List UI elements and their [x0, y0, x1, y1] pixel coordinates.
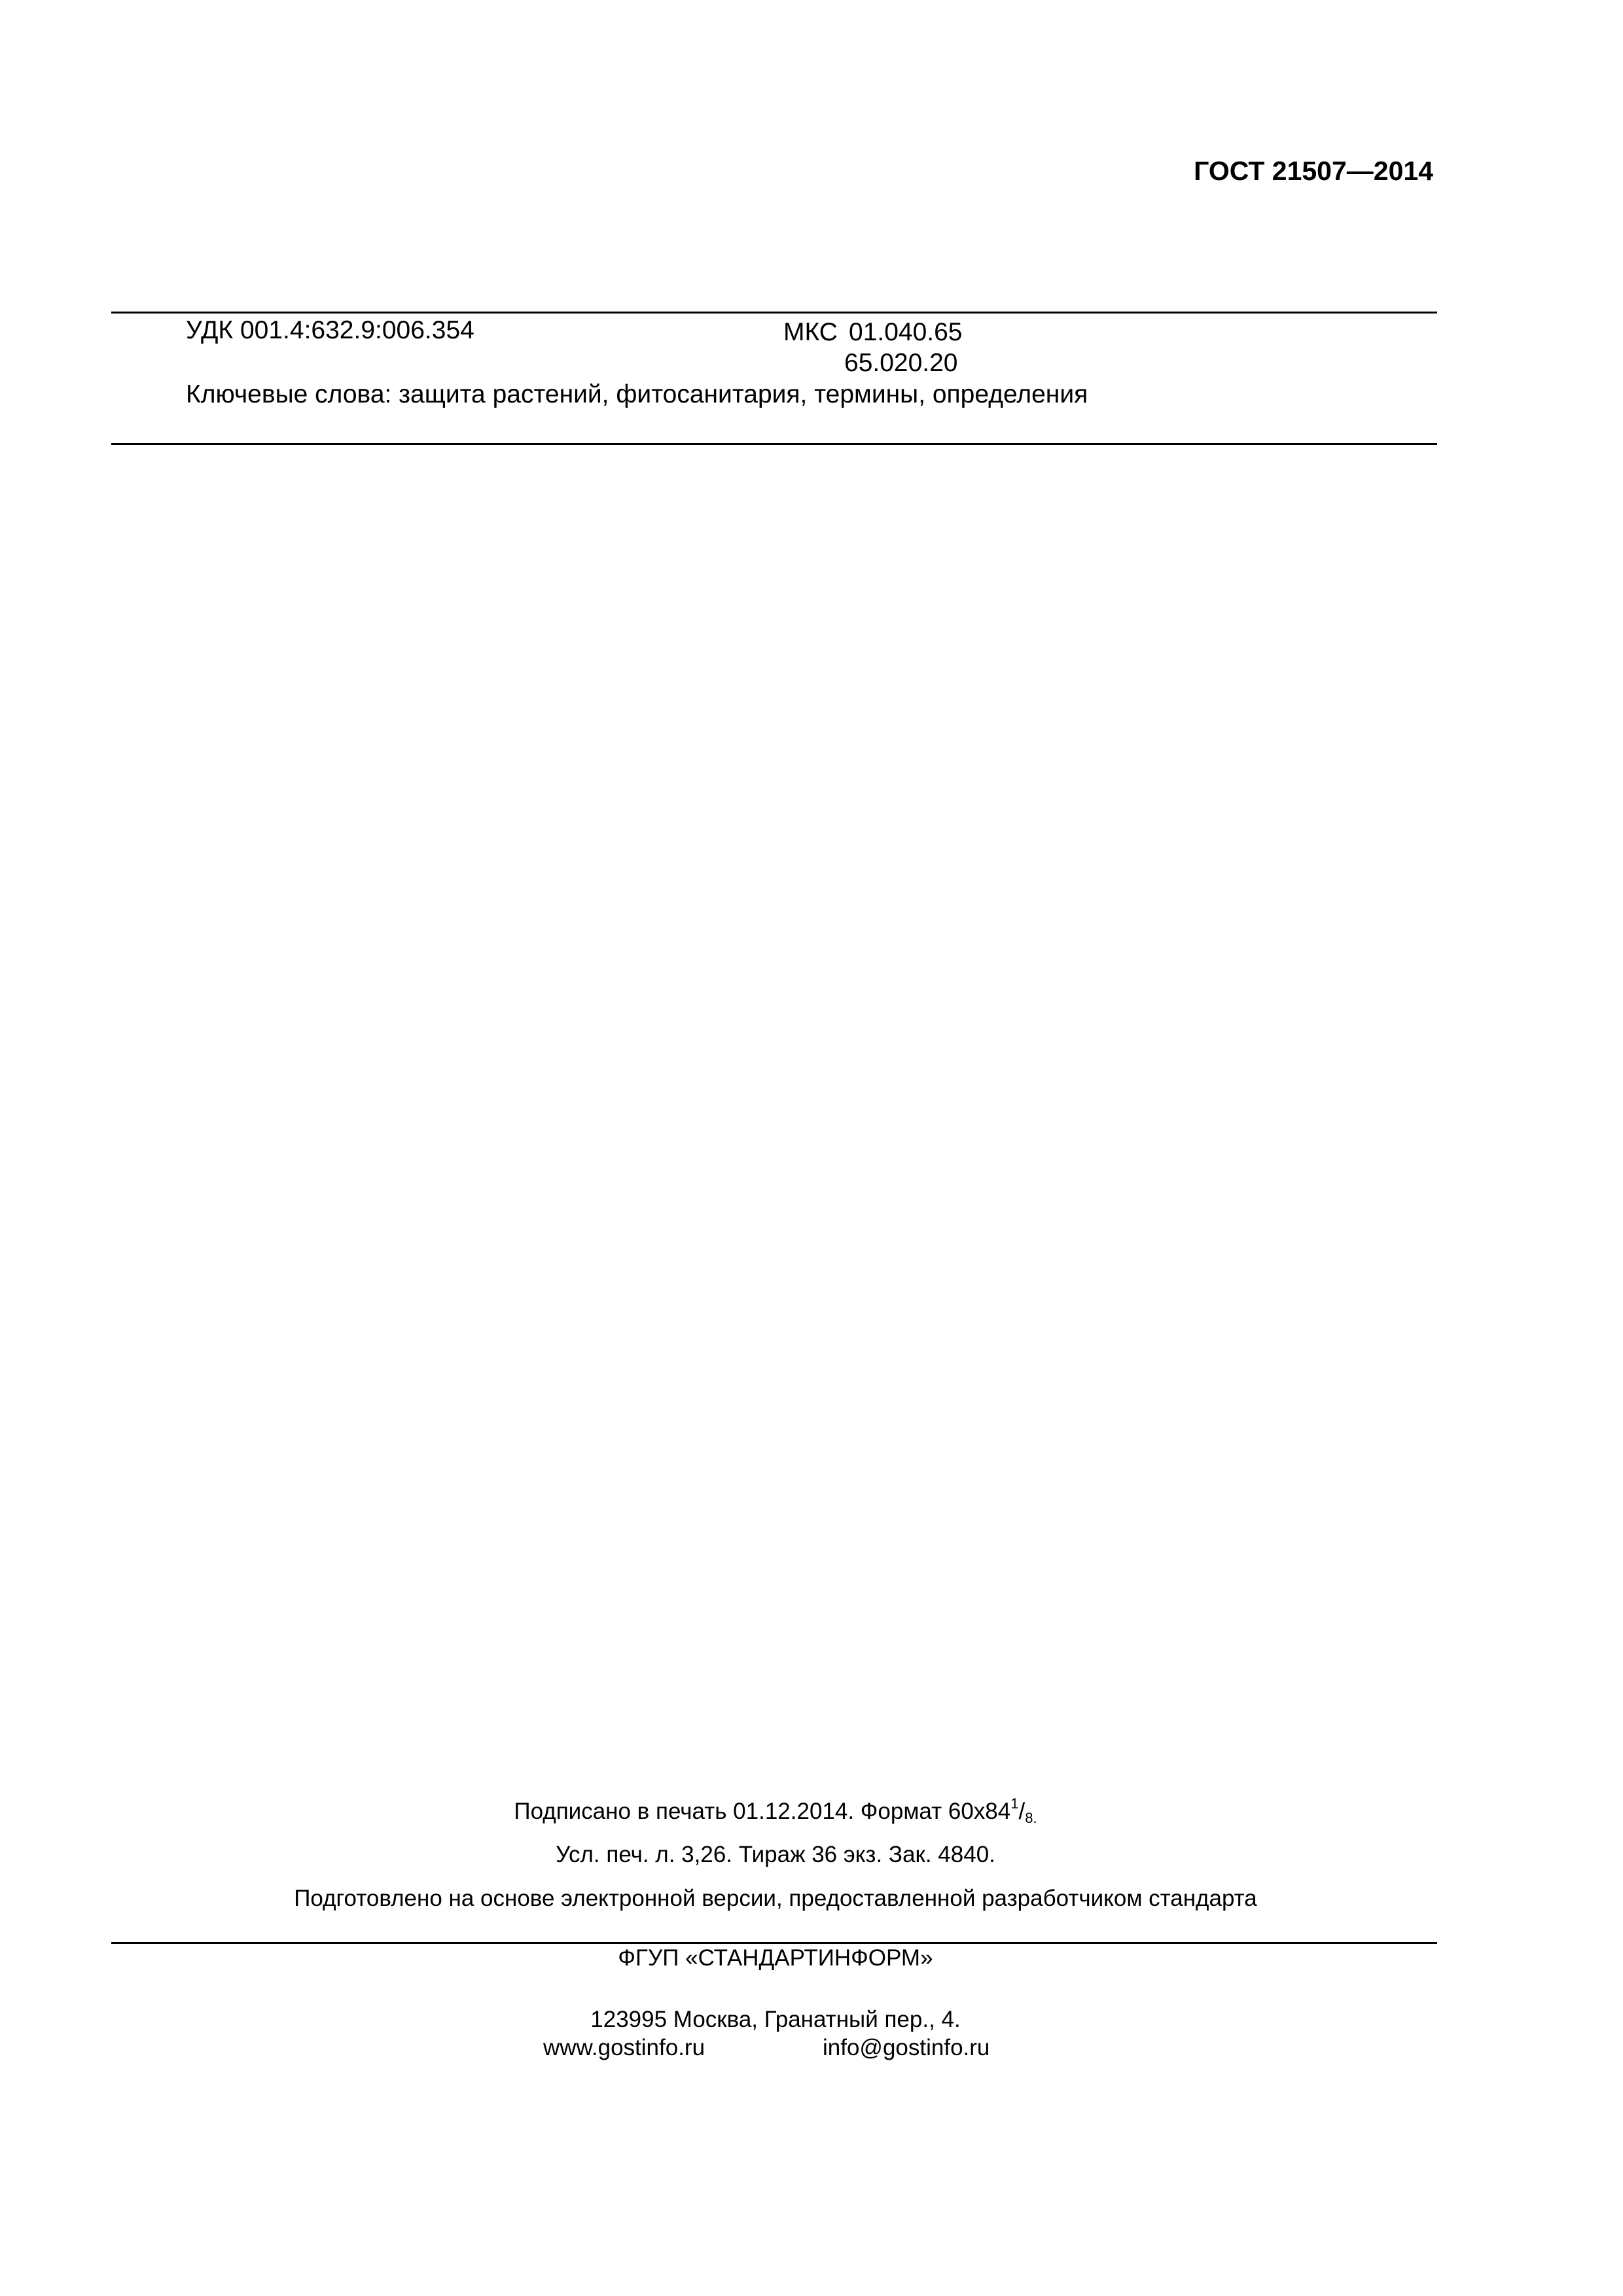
- standard-code-header: ГОСТ 21507—2014: [1194, 156, 1433, 186]
- publisher-website[interactable]: www.gostinfo.ru: [543, 2035, 705, 2060]
- mks-label: МКС: [783, 318, 838, 346]
- mks-code-primary: 01.040.65: [849, 318, 963, 346]
- mks-code-secondary: 65.020.20: [844, 349, 958, 377]
- publisher-address: 123995 Москва, Гранатный пер., 4.: [590, 2007, 961, 2032]
- format-denominator: 8: [1025, 1810, 1033, 1826]
- udc-code: УДК 001.4:632.9:006.354: [186, 316, 474, 344]
- prepared-note: Подготовлено на основе электронной версии, предоставленной разработчиком стандарта: [294, 1886, 1257, 1911]
- top-divider: [111, 312, 1437, 314]
- format-numerator: 1: [1010, 1795, 1019, 1812]
- format-separator: /: [1018, 1799, 1026, 1824]
- format-end: .: [1033, 1810, 1037, 1826]
- signed-for-print-line: [0, 1797, 1551, 1826]
- signed-for-print-text: Подписано в печать 01.12.2014. Формат 60x84: [514, 1799, 1011, 1824]
- keywords-line: Ключевые слова: защита растений, фитосанитария, термины, определения: [186, 380, 1088, 408]
- publisher-email[interactable]: info@gostinfo.ru: [823, 2035, 990, 2060]
- print-sheets-line: Усл. печ. л. 3,26. Тираж 36 экз. Зак. 4840.: [556, 1842, 995, 1867]
- publisher-name: ФГУП «СТАНДАРТИНФОРМ»: [618, 1945, 933, 1971]
- keywords-divider: [111, 443, 1437, 445]
